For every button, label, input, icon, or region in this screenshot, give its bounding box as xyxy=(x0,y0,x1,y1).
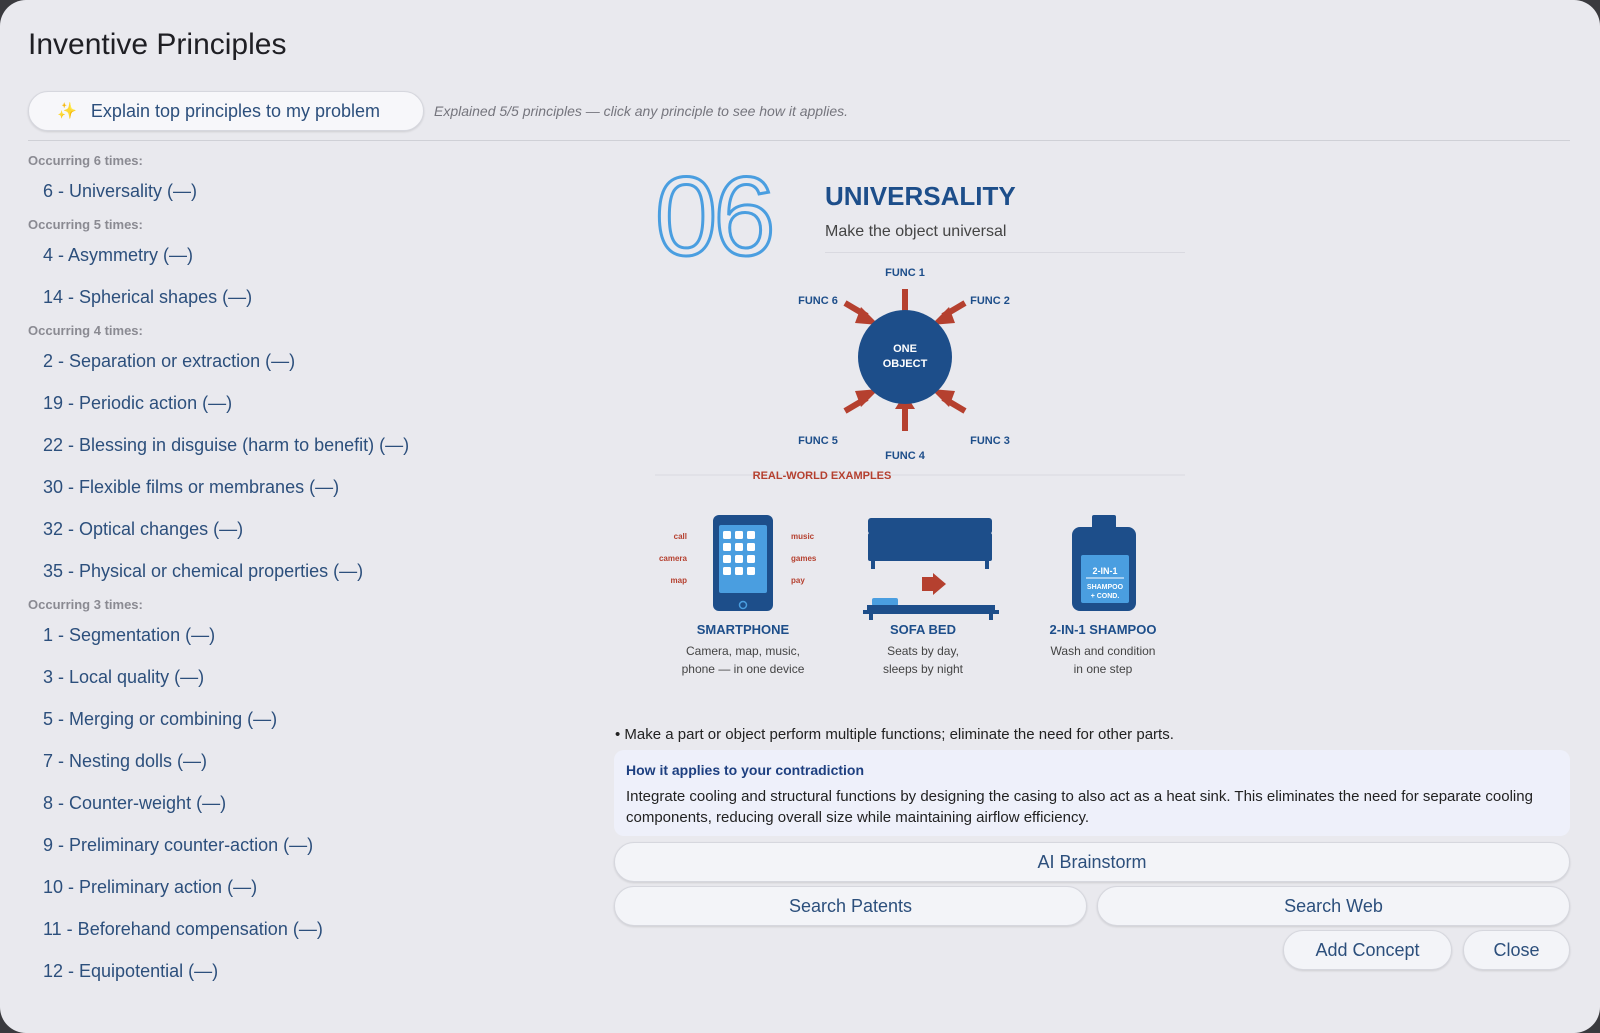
phone-feature-label: music xyxy=(791,532,815,541)
principle-item[interactable]: 10 - Preliminary action (—) xyxy=(43,876,258,897)
example-name: 2-IN-1 SHAMPOO xyxy=(1049,622,1157,637)
center-label-2: OBJECT xyxy=(882,358,928,370)
group-header: Occurring 3 times: xyxy=(28,597,143,612)
principle-item[interactable]: 4 - Asymmetry (—) xyxy=(43,244,194,265)
principle-item[interactable]: 7 - Nesting dolls (—) xyxy=(43,750,208,771)
bottle-label-1: 2-IN-1 xyxy=(1092,566,1118,576)
phone-feature-label: call xyxy=(673,532,687,541)
func-label: FUNC 4 xyxy=(885,450,925,462)
principle-bullet: • Make a part or object perform multiple functions; eliminate the need for other parts. xyxy=(615,726,1174,743)
group-header: Occurring 6 times: xyxy=(28,153,143,168)
principle-item[interactable]: 32 - Optical changes (—) xyxy=(43,518,244,539)
search-web-button[interactable]: Search Web xyxy=(1097,886,1570,926)
example-line: Seats by day, xyxy=(887,644,959,658)
func-label: FUNC 2 xyxy=(970,295,1010,307)
one-object-circle xyxy=(858,310,952,404)
principle-title: UNIVERSALITY xyxy=(825,181,1016,211)
sparkle-icon: ✨ xyxy=(57,103,77,120)
principle-item[interactable]: 8 - Counter-weight (—) xyxy=(43,792,227,813)
func-label: FUNC 1 xyxy=(885,267,925,279)
phone-feature-label: games xyxy=(791,554,817,563)
example-line: in one step xyxy=(1073,662,1133,676)
bottle-label-2: SHAMPOO xyxy=(1086,584,1124,591)
func-label: FUNC 6 xyxy=(798,295,838,307)
func-label: FUNC 5 xyxy=(798,435,838,447)
func-label: FUNC 3 xyxy=(970,435,1010,447)
explain-status-text: Explained 5/5 principles — click any principle to see how it applies. xyxy=(434,103,848,119)
example-line: Camera, map, music, xyxy=(685,644,801,658)
phone-feature-label: map xyxy=(670,576,687,585)
example-line: Wash and condition xyxy=(1050,644,1156,658)
center-label-1: ONE xyxy=(893,343,917,355)
principle-item[interactable]: 35 - Physical or chemical properties (—) xyxy=(43,560,364,581)
phone-feature-label: pay xyxy=(791,576,805,585)
example-name: SOFA BED xyxy=(890,622,956,637)
dialog-title: Inventive Principles xyxy=(28,28,287,61)
principle-infographic xyxy=(655,155,1195,695)
principle-item[interactable]: 30 - Flexible films or membranes (—) xyxy=(43,476,340,497)
principle-subtitle: Make the object universal xyxy=(825,223,1007,240)
universality-diagram xyxy=(655,155,1195,685)
close-button[interactable]: Close xyxy=(1463,930,1570,970)
arrow-func-5 xyxy=(845,389,879,411)
principle-item[interactable]: 2 - Separation or extraction (—) xyxy=(43,350,296,371)
arrow-func-3 xyxy=(931,389,965,411)
application-heading: How it applies to your contradiction xyxy=(626,762,865,778)
principle-item[interactable]: 11 - Beforehand compensation (—) xyxy=(43,918,323,939)
arrow-func-6 xyxy=(845,303,879,325)
principle-list[interactable] xyxy=(28,148,588,981)
add-concept-button[interactable]: Add Concept xyxy=(1283,930,1452,970)
header-divider xyxy=(28,140,1570,141)
search-patents-button[interactable]: Search Patents xyxy=(614,886,1087,926)
group-header: Occurring 4 times: xyxy=(28,323,143,338)
example-line: sleeps by night xyxy=(882,662,964,676)
examples-heading: REAL-WORLD EXAMPLES xyxy=(752,470,892,482)
principle-item[interactable]: 14 - Spherical shapes (—) xyxy=(43,286,253,307)
arrow-func-2 xyxy=(931,303,965,325)
shampoo-bottle-illustration xyxy=(1072,515,1136,611)
ai-brainstorm-button[interactable]: AI Brainstorm xyxy=(614,842,1570,882)
example-name: SMARTPHONE xyxy=(696,622,790,637)
principle-item[interactable]: 5 - Merging or combining (—) xyxy=(43,708,278,729)
principle-item[interactable]: 3 - Local quality (—) xyxy=(43,666,205,687)
explain-principles-label: Explain top principles to my problem xyxy=(90,100,381,121)
principle-item[interactable]: 19 - Periodic action (—) xyxy=(43,392,233,413)
group-header: Occurring 5 times: xyxy=(28,217,143,232)
principle-item[interactable]: 1 - Segmentation (—) xyxy=(43,624,216,645)
smartphone-illustration xyxy=(659,515,817,611)
explain-principles-button[interactable] xyxy=(28,91,424,131)
application-text: Integrate cooling and structural functions by designing the casing to also act as a heat sink. This eliminates the need for separate cooling components, reducing overall size while maintaining airflow efficiency. xyxy=(626,788,1533,826)
example-line: phone — in one device xyxy=(681,662,805,676)
principle-item[interactable]: 9 - Preliminary counter-action (—) xyxy=(43,834,314,855)
principle-item[interactable]: 12 - Equipotential (—) xyxy=(43,960,219,981)
phone-feature-label: camera xyxy=(658,554,687,563)
principle-item[interactable]: 22 - Blessing in disguise (harm to benefit) (—) xyxy=(43,434,410,455)
principle-item[interactable]: 6 - Universality (—) xyxy=(43,180,198,201)
application-panel xyxy=(614,750,1570,836)
sofa-bed-illustration xyxy=(863,518,999,620)
bottle-label-3: + COND. xyxy=(1090,593,1120,600)
principle-number: 06 xyxy=(655,154,772,279)
